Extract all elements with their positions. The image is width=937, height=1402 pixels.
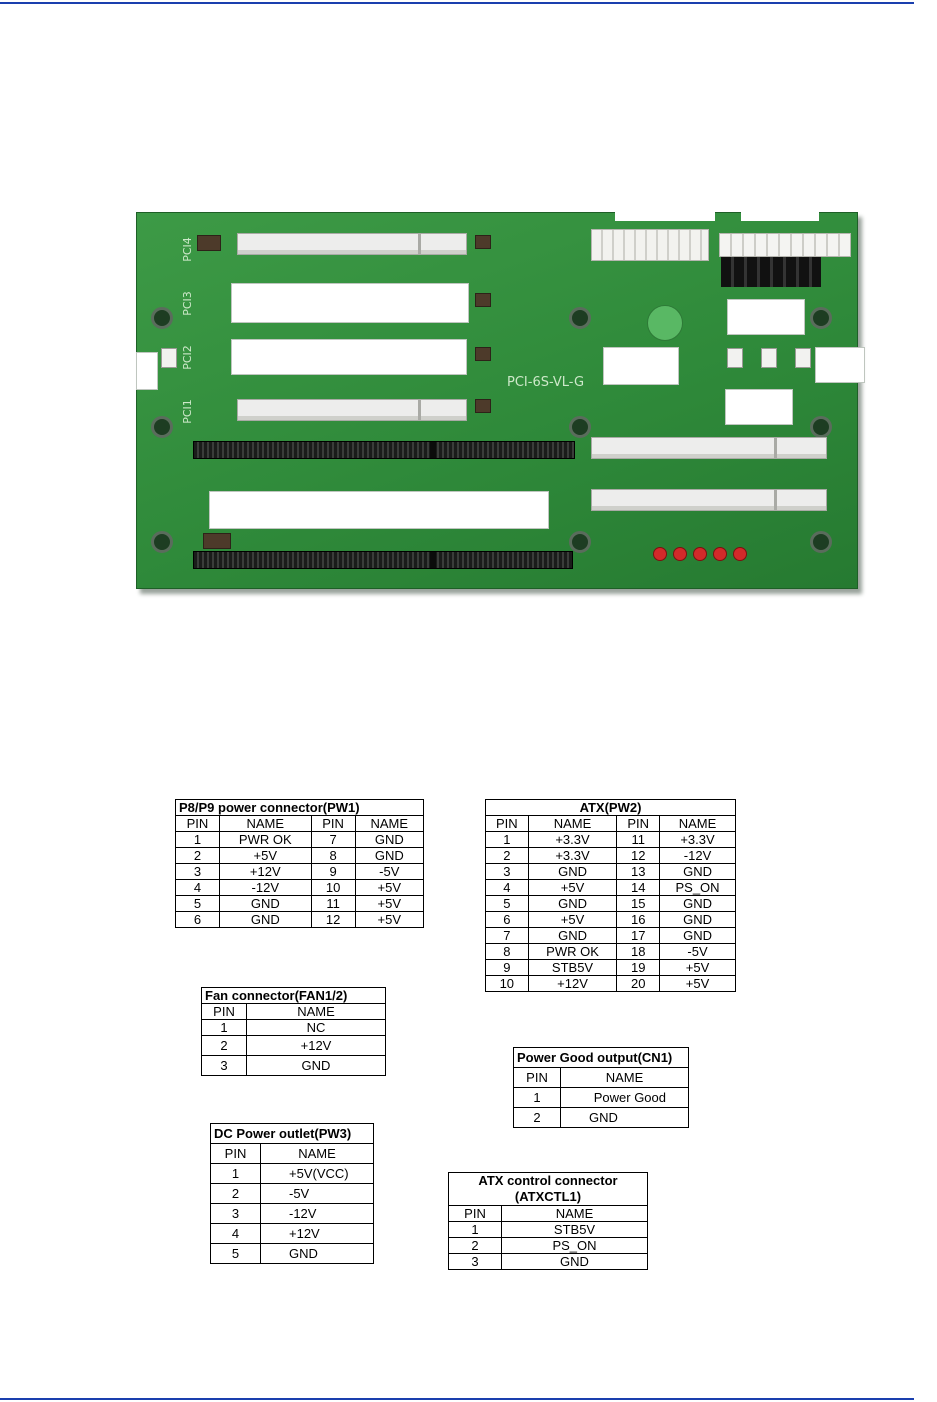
- name-cell: STB5V: [502, 1222, 648, 1238]
- table-row: [211, 1184, 374, 1204]
- column-header: PIN: [514, 1068, 561, 1088]
- name-cell: GND: [261, 1244, 374, 1264]
- pin-cell: 18: [617, 944, 660, 960]
- pin-cell: 8: [486, 944, 529, 960]
- mounting-hole: [569, 416, 591, 438]
- isa-slot-upper: [193, 441, 575, 459]
- pin-cell: 11: [311, 896, 355, 912]
- name-cell: +12V: [247, 1036, 386, 1056]
- table-title: Fan connector(FAN1/2): [202, 988, 386, 1004]
- name-cell: -12V: [261, 1204, 374, 1224]
- table-title-line: (ATXCTL1): [514, 1189, 582, 1204]
- pin-cell: 14: [617, 880, 660, 896]
- board-notch: [741, 211, 819, 221]
- silk-pci3: PCI3: [180, 291, 194, 316]
- pin-cell: 3: [486, 864, 529, 880]
- table-title-line: ATX control connector: [478, 1173, 618, 1188]
- atx-pw2-pinout-table: [485, 799, 736, 992]
- blank-label-box-edge: [136, 352, 158, 390]
- pin-cell: 12: [617, 848, 660, 864]
- fan-connector: [795, 348, 811, 368]
- table-row: [176, 912, 424, 928]
- pin-cell: 10: [486, 976, 529, 992]
- table-title: ATX(PW2): [486, 800, 736, 816]
- table-row: [486, 896, 736, 912]
- name-cell: GND: [355, 832, 423, 848]
- pw1-pinout-table: [175, 799, 424, 928]
- led: [653, 547, 667, 561]
- pci-slot-1: [237, 399, 467, 421]
- pin-cell: 4: [486, 880, 529, 896]
- power-connector-pw1: [719, 233, 851, 257]
- table-row: [449, 1222, 648, 1238]
- silk-pci1: PCI1: [180, 399, 194, 424]
- component: [475, 235, 491, 249]
- pin-cell: 6: [486, 912, 529, 928]
- pin-cell: 4: [176, 880, 220, 896]
- pin-cell: 17: [617, 928, 660, 944]
- name-cell: GND: [561, 1108, 689, 1128]
- pin-cell: 7: [486, 928, 529, 944]
- table-row: [176, 832, 424, 848]
- name-cell: STB5V: [528, 960, 617, 976]
- pin-cell: 3: [176, 864, 220, 880]
- pin-cell: 1: [202, 1020, 247, 1036]
- component: [475, 293, 491, 307]
- mounting-hole: [569, 307, 591, 329]
- led: [693, 547, 707, 561]
- table-row: [449, 1238, 648, 1254]
- table-row: [176, 864, 424, 880]
- table-row: [514, 1088, 689, 1108]
- blank-label-box: [603, 347, 679, 385]
- name-cell: PS_ON: [502, 1238, 648, 1254]
- table-title: Power Good output(CN1): [514, 1048, 689, 1068]
- table-row: [486, 928, 736, 944]
- pin-cell: 5: [176, 896, 220, 912]
- pin-cell: 13: [617, 864, 660, 880]
- column-header: NAME: [528, 816, 617, 832]
- led: [673, 547, 687, 561]
- component: [197, 235, 221, 251]
- table-title: DC Power outlet(PW3): [211, 1124, 374, 1144]
- pin-cell: 1: [449, 1222, 502, 1238]
- fan-connector: [761, 348, 777, 368]
- pin-cell: 5: [486, 896, 529, 912]
- name-cell: Power Good: [561, 1088, 689, 1108]
- pci-slot-right-upper: [591, 437, 827, 459]
- table-row: [486, 880, 736, 896]
- column-header: NAME: [247, 1004, 386, 1020]
- name-cell: +3.3V: [528, 832, 617, 848]
- mounting-hole: [569, 531, 591, 553]
- name-cell: +3.3V: [660, 832, 736, 848]
- fan-connector-left: [161, 348, 177, 368]
- name-cell: PS_ON: [660, 880, 736, 896]
- pci-slot-4: [237, 233, 467, 255]
- name-cell: +5V: [219, 848, 311, 864]
- silk-pci2: PCI2: [180, 345, 194, 370]
- silk-pci4: PCI4: [180, 237, 194, 262]
- header-rule: [0, 2, 914, 4]
- pin-cell: 7: [311, 832, 355, 848]
- column-header: PIN: [202, 1004, 247, 1020]
- pin-cell: 2: [176, 848, 220, 864]
- table-row: [211, 1164, 374, 1184]
- dc-power-outlet-table: [210, 1123, 374, 1264]
- pin-cell: 9: [486, 960, 529, 976]
- name-cell: +5V(VCC): [261, 1164, 374, 1184]
- blank-label-box: [727, 299, 805, 335]
- name-cell: -5V: [660, 944, 736, 960]
- pin-cell: 3: [211, 1204, 261, 1224]
- mounting-hole: [810, 307, 832, 329]
- column-header: NAME: [355, 816, 423, 832]
- name-cell: GND: [219, 896, 311, 912]
- name-cell: GND: [528, 896, 617, 912]
- pin-cell: 12: [311, 912, 355, 928]
- component: [475, 347, 491, 361]
- name-cell: +5V: [660, 976, 736, 992]
- mounting-hole: [151, 531, 173, 553]
- table-row: [486, 864, 736, 880]
- pin-cell: 1: [176, 832, 220, 848]
- column-header: PIN: [617, 816, 660, 832]
- mounting-hole: [151, 307, 173, 329]
- name-cell: GND: [219, 912, 311, 928]
- name-cell: GND: [660, 912, 736, 928]
- pin-cell: 19: [617, 960, 660, 976]
- name-cell: -5V: [355, 864, 423, 880]
- name-cell: GND: [502, 1254, 648, 1270]
- pin-cell: 2: [486, 848, 529, 864]
- pin-cell: 16: [617, 912, 660, 928]
- mounting-hole: [810, 531, 832, 553]
- column-header: PIN: [176, 816, 220, 832]
- pin-cell: 1: [514, 1088, 561, 1108]
- column-header: NAME: [502, 1206, 648, 1222]
- fan-connector: [727, 348, 743, 368]
- atx-power-connector-pw2: [591, 229, 709, 261]
- pin-cell: 8: [311, 848, 355, 864]
- pin-cell: 1: [211, 1164, 261, 1184]
- pci-slot-right-lower: [591, 489, 827, 511]
- board-notch: [615, 211, 715, 221]
- backplane-photo: [118, 190, 872, 602]
- name-cell: +3.3V: [528, 848, 617, 864]
- mounting-hole: [810, 416, 832, 438]
- name-cell: +12V: [528, 976, 617, 992]
- blank-label-box: [209, 491, 549, 529]
- table-row: [486, 976, 736, 992]
- name-cell: GND: [528, 928, 617, 944]
- name-cell: -5V: [261, 1184, 374, 1204]
- pin-cell: 20: [617, 976, 660, 992]
- column-header: PIN: [311, 816, 355, 832]
- name-cell: +12V: [261, 1224, 374, 1244]
- name-cell: GND: [528, 864, 617, 880]
- table-title: [449, 1173, 648, 1206]
- pin-cell: 5: [211, 1244, 261, 1264]
- isa-slot-lower: [193, 551, 573, 569]
- led: [713, 547, 727, 561]
- table-row: [211, 1244, 374, 1264]
- column-header: NAME: [261, 1144, 374, 1164]
- table-row: [449, 1254, 648, 1270]
- name-cell: PWR OK: [219, 832, 311, 848]
- pin-cell: 9: [311, 864, 355, 880]
- table-title: P8/P9 power connector(PW1): [176, 800, 424, 816]
- table-row: [176, 896, 424, 912]
- name-cell: GND: [660, 928, 736, 944]
- power-good-table: [513, 1047, 689, 1128]
- component: [475, 399, 491, 413]
- pin-cell: 4: [211, 1224, 261, 1244]
- table-row: [202, 1056, 386, 1076]
- blank-label-box: [815, 347, 865, 383]
- column-header: NAME: [660, 816, 736, 832]
- footer-rule: [0, 1398, 914, 1400]
- table-row: [514, 1108, 689, 1128]
- name-cell: +5V: [355, 912, 423, 928]
- name-cell: +5V: [528, 880, 617, 896]
- manufacturer-logo: [647, 305, 683, 341]
- name-cell: -12V: [219, 880, 311, 896]
- table-row: [176, 880, 424, 896]
- blank-label-box: [725, 389, 793, 425]
- table-row: [486, 848, 736, 864]
- table-row: [486, 944, 736, 960]
- fan-connector-table: [201, 987, 386, 1076]
- table-row: [486, 832, 736, 848]
- pin-cell: 10: [311, 880, 355, 896]
- name-cell: NC: [247, 1020, 386, 1036]
- pin-cell: 1: [486, 832, 529, 848]
- name-cell: -12V: [660, 848, 736, 864]
- backplane-board: [136, 212, 858, 589]
- name-cell: +12V: [219, 864, 311, 880]
- name-cell: +5V: [528, 912, 617, 928]
- name-cell: +5V: [355, 880, 423, 896]
- name-cell: PWR OK: [528, 944, 617, 960]
- table-row: [202, 1036, 386, 1056]
- pin-cell: 11: [617, 832, 660, 848]
- mounting-hole: [151, 416, 173, 438]
- column-header: PIN: [486, 816, 529, 832]
- pin-cell: 3: [449, 1254, 502, 1270]
- component: [203, 533, 231, 549]
- pin-cell: 2: [202, 1036, 247, 1056]
- pw1-terminal-block: [721, 257, 821, 287]
- name-cell: GND: [660, 896, 736, 912]
- column-header: NAME: [219, 816, 311, 832]
- blank-label-box: [231, 339, 467, 375]
- column-header: PIN: [449, 1206, 502, 1222]
- pin-cell: 6: [176, 912, 220, 928]
- name-cell: +5V: [660, 960, 736, 976]
- blank-label-box: [231, 283, 469, 323]
- table-row: [211, 1204, 374, 1224]
- pin-cell: 15: [617, 896, 660, 912]
- column-header: NAME: [561, 1068, 689, 1088]
- name-cell: GND: [660, 864, 736, 880]
- table-row: [176, 848, 424, 864]
- silk-model: PCI-6S-VL-G: [507, 375, 585, 390]
- led: [733, 547, 747, 561]
- table-row: [486, 960, 736, 976]
- name-cell: +5V: [355, 896, 423, 912]
- name-cell: GND: [355, 848, 423, 864]
- pin-cell: 2: [514, 1108, 561, 1128]
- table-row: [202, 1020, 386, 1036]
- pin-cell: 2: [449, 1238, 502, 1254]
- table-row: [486, 912, 736, 928]
- column-header: PIN: [211, 1144, 261, 1164]
- pin-cell: 2: [211, 1184, 261, 1204]
- pin-cell: 3: [202, 1056, 247, 1076]
- table-row: [211, 1224, 374, 1244]
- name-cell: GND: [247, 1056, 386, 1076]
- atx-control-connector-table: [448, 1172, 648, 1270]
